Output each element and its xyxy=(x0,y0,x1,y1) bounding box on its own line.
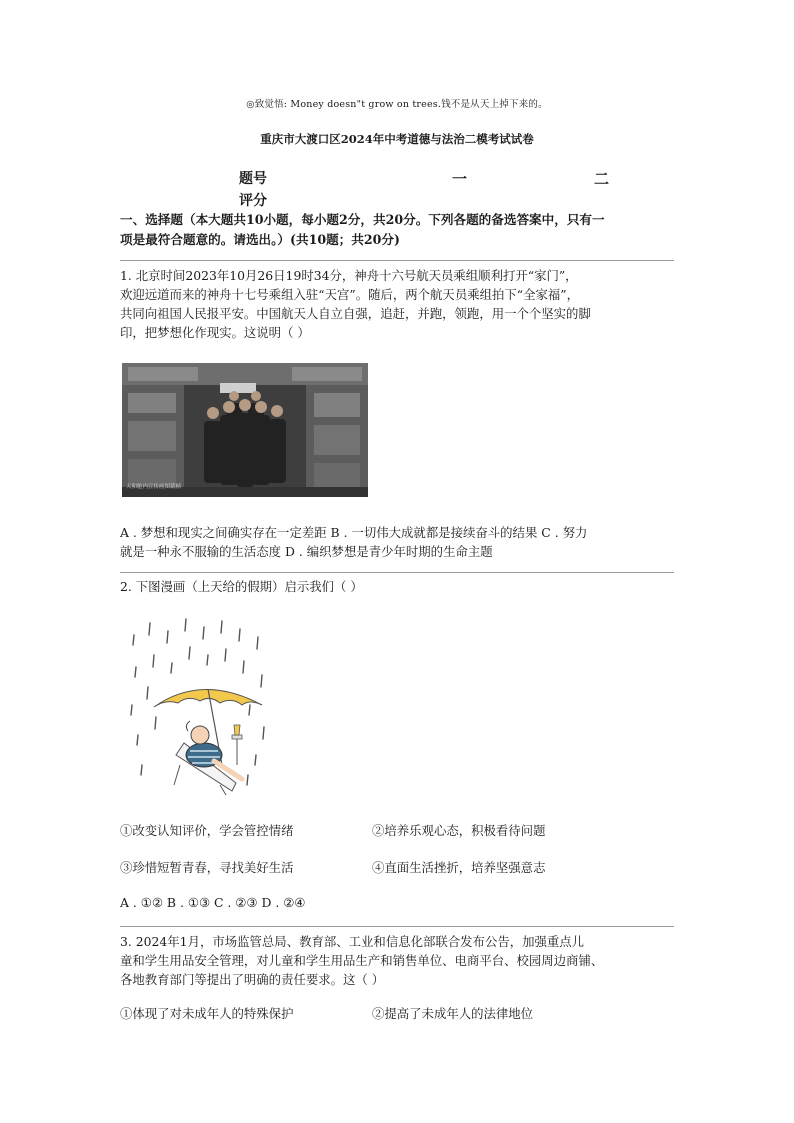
q1-options-line-2: 就是一种永不服输的生活态度 D . 编织梦想是青少年时期的生命主题 xyxy=(120,544,493,559)
q3-line: 各地教育部门等提出了明确的责任要求。这（ ） xyxy=(120,972,385,987)
question-1-options xyxy=(120,523,676,561)
score-table-col-2: 二 xyxy=(594,170,610,188)
q3-item-1: ①体现了对未成年人的特殊保护 xyxy=(120,1006,294,1021)
q1-space-station-photo xyxy=(122,363,368,497)
q2-item-3: ③珍惜短暂青春，寻找美好生活 xyxy=(120,860,294,875)
q2-comic-illustration xyxy=(124,615,270,797)
q3-line: 童和学生用品安全管理，对儿童和学生用品生产和销售单位、电商平台、校园周边商铺、 xyxy=(120,953,604,968)
question-3-stem xyxy=(120,932,676,989)
section-1-heading-line-1: 一、选择题（本大题共10小题，每小题2分，共20分。下列各题的备选答案中，只有一 xyxy=(120,212,605,227)
rain-umbrella-comic xyxy=(124,615,270,797)
score-table-row-label-question: 题号 xyxy=(239,171,267,187)
header-motto: ◎致觉悟: Money doesn"t grow on trees.钱不是从天上掉下来的。 xyxy=(246,99,548,110)
exam-title: 重庆市大渡口区2024年中考道德与法治二模考试试卷 xyxy=(260,132,534,146)
q1-line: 印，把梦想化作现实。这说明（ ） xyxy=(120,325,310,340)
q3-item-2: ②提高了未成年人的法律地位 xyxy=(372,1006,534,1021)
photo-caption: 天和舱内宣传画图截帧 xyxy=(126,484,182,490)
divider-q1 xyxy=(120,260,674,261)
q2-item-2: ②培养乐观心态，积极看待问题 xyxy=(372,823,546,838)
divider-q3 xyxy=(120,926,674,927)
q2-options: A . ①② B . ①③ C . ②③ D . ②④ xyxy=(120,895,306,910)
q2-item-4: ④直面生活挫折，培养坚强意志 xyxy=(372,860,546,875)
space-station-photo-image xyxy=(122,363,368,497)
q3-line: 3. 2024年1月，市场监管总局、教育部、工业和信息化部联合发布公告，加强重点儿 xyxy=(120,934,585,949)
section-1-heading xyxy=(120,210,676,250)
section-1-heading-line-2: 项是最符合题意的。请选出。）(共10题；共20分) xyxy=(120,232,400,247)
q1-line: 1. 北京时间2023年10月26日19时34分，神舟十六号航天员乘组顺利打开“家门”， xyxy=(120,268,578,283)
question-2-stem: 2. 下图漫画（上天给的假期）启示我们（ ） xyxy=(120,579,363,594)
q1-line: 欢迎远道而来的神舟十七号乘组入驻“天宫”。随后，两个航天员乘组拍下“全家福”， xyxy=(120,287,580,302)
q1-line: 共同向祖国人民报平安。中国航天人自立自强，追赶，并跑，领跑，用一个个坚实的脚 xyxy=(120,306,591,321)
score-table-col-1: 一 xyxy=(452,170,468,188)
question-1-stem xyxy=(120,266,676,342)
divider-q2 xyxy=(120,572,674,573)
q2-item-1: ①改变认知评价，学会管控情绪 xyxy=(120,823,294,838)
score-table-row-label-score: 评分 xyxy=(239,193,267,209)
q1-options-line-1: A . 梦想和现实之间确实存在一定差距 B . 一切伟大成就都是接续奋斗的结果 C . 努力 xyxy=(120,525,588,540)
